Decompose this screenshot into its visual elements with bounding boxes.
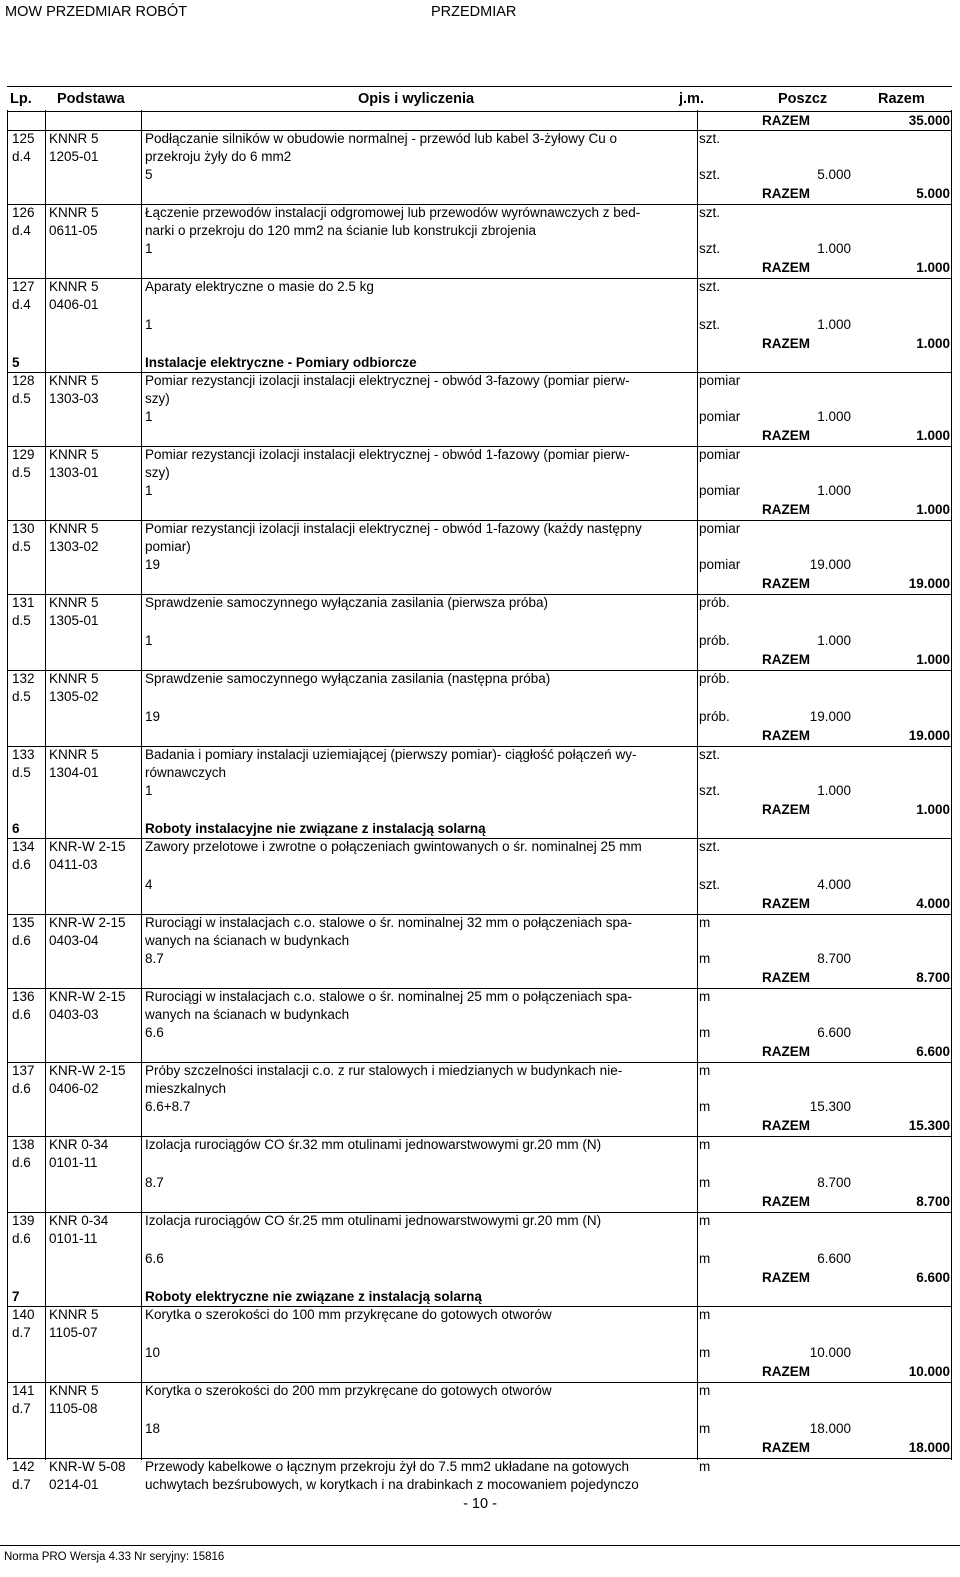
item-lp: 141 xyxy=(12,1383,35,1398)
col-podstawa: Podstawa xyxy=(57,91,125,107)
item-description: Izolacja rurociągów CO śr.25 mm otulinami jednowarstwowymi gr.20 mm (N) xyxy=(145,1213,602,1228)
section-number: 5 xyxy=(12,355,20,370)
razem-label: RAZEM xyxy=(762,1364,810,1379)
item-lp: 125 xyxy=(12,131,35,146)
column-line xyxy=(697,110,698,1460)
item-subtotal: 18.000 xyxy=(809,1421,851,1436)
item-calc-unit: pomiar xyxy=(699,557,741,572)
item-calculation: 6.6 xyxy=(145,1025,164,1040)
item-basis: 1105-08 xyxy=(49,1401,98,1416)
item-unit: m xyxy=(699,989,711,1004)
table-row xyxy=(7,1382,952,1458)
item-description: pomiar) xyxy=(145,539,191,554)
item-calc-unit: m xyxy=(699,1025,711,1040)
item-basis: 0611-05 xyxy=(49,223,98,238)
item-basis: KNNR 5 xyxy=(49,1307,99,1322)
item-lp: d.5 xyxy=(12,539,31,554)
item-subtotal: 1.000 xyxy=(817,783,851,798)
razem-label: RAZEM xyxy=(762,1118,810,1133)
item-calculation: 8.7 xyxy=(145,951,164,966)
table-row xyxy=(7,914,952,988)
item-basis: 1303-02 xyxy=(49,539,99,554)
table-row xyxy=(7,670,952,746)
footer-divider xyxy=(0,1545,960,1546)
item-basis: KNNR 5 xyxy=(49,595,99,610)
item-calculation: 1 xyxy=(145,633,153,648)
item-basis: KNNR 5 xyxy=(49,373,99,388)
item-basis: KNR 0-34 xyxy=(49,1213,109,1228)
item-total: 15.300 xyxy=(908,1118,950,1133)
table-row xyxy=(7,372,952,446)
item-description: Podłączanie silników w obudowie normalnej - przewód lub kabel 3-żyłowy Cu o xyxy=(145,131,617,146)
item-unit: szt. xyxy=(699,205,721,220)
table-row xyxy=(7,746,952,820)
item-description: Izolacja rurociągów CO śr.32 mm otulinami jednowarstwowymi gr.20 mm (N) xyxy=(145,1137,602,1152)
item-basis: KNNR 5 xyxy=(49,279,99,294)
razem-label: RAZEM xyxy=(762,1440,810,1455)
item-subtotal: 19.000 xyxy=(809,557,851,572)
razem-label: RAZEM xyxy=(762,1194,810,1209)
item-basis: 1303-03 xyxy=(49,391,99,406)
item-lp: 126 xyxy=(12,205,35,220)
item-total: 1.000 xyxy=(916,428,950,443)
item-calc-unit: m xyxy=(699,951,711,966)
item-lp: d.5 xyxy=(12,613,31,628)
item-description: przekroju żyły do 6 mm2 xyxy=(145,149,292,164)
item-basis: 0403-03 xyxy=(49,1007,99,1022)
item-basis: KNNR 5 xyxy=(49,671,99,686)
item-subtotal: 10.000 xyxy=(809,1345,851,1360)
item-total: 1.000 xyxy=(916,502,950,517)
cost-estimate-table xyxy=(7,86,952,1494)
item-lp: 135 xyxy=(12,915,35,930)
item-description: Pomiar rezystancji izolacji instalacji elektrycznej - obwód 1-fazowy (każdy następny xyxy=(145,521,642,536)
col-razem: Razem xyxy=(878,91,925,107)
item-calc-unit: prób. xyxy=(699,709,730,724)
item-calculation: 19 xyxy=(145,557,161,572)
item-description: Korytka o szerokości do 100 mm przykręcane do gotowych otworów xyxy=(145,1307,552,1322)
item-calc-unit: m xyxy=(699,1099,711,1114)
item-calculation: 1 xyxy=(145,483,153,498)
item-unit: prób. xyxy=(699,671,730,686)
item-unit: m xyxy=(699,1459,711,1474)
item-calculation: 1 xyxy=(145,409,153,424)
item-lp: d.5 xyxy=(12,765,31,780)
item-calc-unit: szt. xyxy=(699,783,721,798)
table-row xyxy=(7,520,952,594)
item-lp: d.4 xyxy=(12,297,31,312)
item-total: 8.700 xyxy=(916,1194,950,1209)
col-poszcz: Poszcz xyxy=(778,91,828,107)
item-description: Pomiar rezystancji izolacji instalacji elektrycznej - obwód 3-fazowy (pomiar pierw- xyxy=(145,373,630,388)
item-total: 1.000 xyxy=(916,260,950,275)
item-unit: pomiar xyxy=(699,521,741,536)
table-row xyxy=(7,204,952,278)
razem-label: RAZEM xyxy=(762,113,810,128)
document-header-title: PRZEDMIAR xyxy=(431,4,517,20)
item-subtotal: 19.000 xyxy=(809,709,851,724)
item-lp: d.7 xyxy=(12,1477,31,1492)
table-row xyxy=(7,130,952,204)
item-calc-unit: pomiar xyxy=(699,409,741,424)
item-unit: m xyxy=(699,1063,711,1078)
item-basis: KNNR 5 xyxy=(49,447,99,462)
item-total: 6.600 xyxy=(916,1270,950,1285)
item-total: 19.000 xyxy=(908,728,950,743)
item-lp: d.6 xyxy=(12,1231,31,1246)
item-lp: d.5 xyxy=(12,689,31,704)
razem-label: RAZEM xyxy=(762,652,810,667)
column-line xyxy=(141,110,142,1460)
table-header xyxy=(7,86,952,112)
item-calculation: 6.6 xyxy=(145,1251,164,1266)
page-number: - 10 - xyxy=(463,1496,497,1512)
item-basis: KNNR 5 xyxy=(49,521,99,536)
item-calculation: 4 xyxy=(145,877,153,892)
col-lp: Lp. xyxy=(10,91,32,107)
razem-label: RAZEM xyxy=(762,502,810,517)
item-lp: d.6 xyxy=(12,1007,31,1022)
item-basis: 1304-01 xyxy=(49,765,99,780)
item-unit: m xyxy=(699,1213,711,1228)
item-calc-unit: m xyxy=(699,1251,711,1266)
item-unit: m xyxy=(699,1307,711,1322)
item-total: 10.000 xyxy=(908,1364,950,1379)
table-row xyxy=(7,278,952,354)
item-description: Rurociągi w instalacjach c.o. stalowe o śr. nominalnej 32 mm o połączeniach spa- xyxy=(145,915,632,930)
item-basis: 0406-02 xyxy=(49,1081,99,1096)
item-description: Rurociągi w instalacjach c.o. stalowe o śr. nominalnej 25 mm o połączeniach spa- xyxy=(145,989,632,1004)
item-calc-unit: szt. xyxy=(699,317,721,332)
item-lp: d.6 xyxy=(12,933,31,948)
item-lp: 127 xyxy=(12,279,35,294)
item-unit: m xyxy=(699,915,711,930)
table-row xyxy=(7,1458,952,1494)
razem-value: 35.000 xyxy=(908,113,950,128)
item-unit: szt. xyxy=(699,279,721,294)
column-line xyxy=(951,110,952,1460)
item-lp: 136 xyxy=(12,989,35,1004)
item-subtotal: 6.600 xyxy=(817,1025,851,1040)
item-total: 5.000 xyxy=(916,186,950,201)
item-description: szy) xyxy=(145,391,170,406)
item-basis: KNR-W 2-15 xyxy=(49,839,126,854)
item-calculation: 1 xyxy=(145,317,153,332)
item-calc-unit: szt. xyxy=(699,241,721,256)
item-unit: m xyxy=(699,1137,711,1152)
item-calc-unit: m xyxy=(699,1345,711,1360)
section-number: 7 xyxy=(12,1289,20,1304)
item-unit: szt. xyxy=(699,131,721,146)
item-description: Sprawdzenie samoczynnego wyłączania zasilania (następna próba) xyxy=(145,671,551,686)
table-row xyxy=(7,1306,952,1382)
software-note: Norma PRO Wersja 4.33 Nr seryjny: 15816 xyxy=(4,1551,225,1563)
item-calculation: 1 xyxy=(145,783,153,798)
item-lp: d.7 xyxy=(12,1401,31,1416)
item-lp: d.6 xyxy=(12,857,31,872)
item-unit: prób. xyxy=(699,595,730,610)
item-subtotal: 15.300 xyxy=(809,1099,851,1114)
table-row xyxy=(7,838,952,914)
item-lp: 138 xyxy=(12,1137,35,1152)
column-line xyxy=(45,110,46,1460)
razem-label: RAZEM xyxy=(762,186,810,201)
item-unit: pomiar xyxy=(699,447,741,462)
item-description: Korytka o szerokości do 200 mm przykręcane do gotowych otworów xyxy=(145,1383,552,1398)
item-description: Pomiar rezystancji izolacji instalacji elektrycznej - obwód 1-fazowy (pomiar pierw- xyxy=(145,447,630,462)
item-calculation: 5 xyxy=(145,167,153,182)
item-description: Zawory przelotowe i zwrotne o połączeniach gwintowanych o śr. nominalnej 25 mm xyxy=(145,839,642,854)
item-lp: 137 xyxy=(12,1063,35,1078)
item-description: Badania i pomiary instalacji uziemiającej (pierwszy pomiar)- ciągłość połączeń wy- xyxy=(145,747,637,762)
item-subtotal: 8.700 xyxy=(817,951,851,966)
item-calculation: 8.7 xyxy=(145,1175,164,1190)
item-basis: KNNR 5 xyxy=(49,205,99,220)
item-basis: 1305-02 xyxy=(49,689,99,704)
item-lp: d.5 xyxy=(12,465,31,480)
item-basis: KNR-W 5-08 xyxy=(49,1459,126,1474)
item-basis: 1305-01 xyxy=(49,613,99,628)
item-lp: 128 xyxy=(12,373,35,388)
item-basis: KNR 0-34 xyxy=(49,1137,109,1152)
item-subtotal: 8.700 xyxy=(817,1175,851,1190)
table-row xyxy=(7,594,952,670)
table-row xyxy=(7,446,952,520)
table-row xyxy=(7,1062,952,1136)
item-lp: d.6 xyxy=(12,1081,31,1096)
item-subtotal: 1.000 xyxy=(817,409,851,424)
item-description: szy) xyxy=(145,465,170,480)
item-unit: pomiar xyxy=(699,373,741,388)
item-lp: 130 xyxy=(12,521,35,536)
item-description: równawczych xyxy=(145,765,227,780)
item-basis: 0411-03 xyxy=(49,857,98,872)
item-total: 19.000 xyxy=(908,576,950,591)
item-subtotal: 1.000 xyxy=(817,317,851,332)
item-lp: d.5 xyxy=(12,391,31,406)
item-subtotal: 1.000 xyxy=(817,633,851,648)
section-row xyxy=(7,354,952,372)
item-unit: m xyxy=(699,1383,711,1398)
item-total: 1.000 xyxy=(916,652,950,667)
item-calculation: 6.6+8.7 xyxy=(145,1099,191,1114)
item-lp: d.4 xyxy=(12,223,31,238)
item-basis: 1303-01 xyxy=(49,465,99,480)
item-subtotal: 4.000 xyxy=(817,877,851,892)
item-lp: 140 xyxy=(12,1307,35,1322)
razem-label: RAZEM xyxy=(762,802,810,817)
razem-label: RAZEM xyxy=(762,428,810,443)
item-total: 4.000 xyxy=(916,896,950,911)
razem-label: RAZEM xyxy=(762,728,810,743)
document-header-left: MOW PRZEDMIAR ROBÓT xyxy=(5,4,188,20)
item-basis: KNR-W 2-15 xyxy=(49,989,126,1004)
item-subtotal: 1.000 xyxy=(817,483,851,498)
razem-label: RAZEM xyxy=(762,576,810,591)
item-total: 6.600 xyxy=(916,1044,950,1059)
item-subtotal: 6.600 xyxy=(817,1251,851,1266)
item-basis: KNNR 5 xyxy=(49,1383,99,1398)
item-basis: KNR-W 2-15 xyxy=(49,915,126,930)
section-row xyxy=(7,820,952,838)
table-row xyxy=(7,1136,952,1212)
section-title: Roboty elektryczne nie związane z instalacją solarną xyxy=(145,1289,482,1304)
section-number: 6 xyxy=(12,821,20,836)
item-description: uchwytach bezśrubowych, w korytkach i na drabinkach z mocowaniem pojedynczo xyxy=(145,1477,639,1492)
item-calculation: 1 xyxy=(145,241,153,256)
item-calc-unit: szt. xyxy=(699,167,721,182)
item-basis: KNNR 5 xyxy=(49,747,99,762)
section-title: Instalacje elektryczne - Pomiary odbiorcze xyxy=(145,355,417,370)
item-subtotal: 1.000 xyxy=(817,241,851,256)
item-calc-unit: pomiar xyxy=(699,483,741,498)
item-subtotal: 5.000 xyxy=(817,167,851,182)
item-total: 8.700 xyxy=(916,970,950,985)
item-lp: 132 xyxy=(12,671,35,686)
table-row xyxy=(7,1212,952,1288)
item-total: 18.000 xyxy=(908,1440,950,1455)
item-unit: szt. xyxy=(699,747,721,762)
item-total: 1.000 xyxy=(916,336,950,351)
item-basis: 0101-11 xyxy=(49,1155,98,1170)
item-basis: 0214-01 xyxy=(49,1477,99,1492)
item-lp: 131 xyxy=(12,595,35,610)
item-calculation: 18 xyxy=(145,1421,161,1436)
item-lp: d.6 xyxy=(12,1155,31,1170)
item-lp: 133 xyxy=(12,747,35,762)
item-calc-unit: m xyxy=(699,1421,711,1436)
column-line xyxy=(7,110,8,1460)
item-calculation: 19 xyxy=(145,709,161,724)
razem-label: RAZEM xyxy=(762,260,810,275)
razem-label: RAZEM xyxy=(762,1044,810,1059)
item-calc-unit: prób. xyxy=(699,633,730,648)
col-jm: j.m. xyxy=(679,91,704,107)
razem-label: RAZEM xyxy=(762,970,810,985)
item-lp: 142 xyxy=(12,1459,35,1474)
item-description: narki o przekroju do 120 mm2 na ścianie lub konstrukcji zbrojenia xyxy=(145,223,536,238)
item-basis: 0101-11 xyxy=(49,1231,98,1246)
item-calculation: 10 xyxy=(145,1345,161,1360)
item-unit: szt. xyxy=(699,839,721,854)
item-lp: d.7 xyxy=(12,1325,31,1340)
item-basis: 0406-01 xyxy=(49,297,99,312)
item-description: Łączenie przewodów instalacji odgromowej lub przewodów wyrównawczych z bed- xyxy=(145,205,641,220)
item-basis: KNNR 5 xyxy=(49,131,99,146)
item-calc-unit: m xyxy=(699,1175,711,1190)
item-description: Próby szczelności instalacji c.o. z rur stalowych i miedzianych w budynkach nie- xyxy=(145,1063,623,1078)
item-basis: 1205-01 xyxy=(49,149,99,164)
razem-label: RAZEM xyxy=(762,1270,810,1285)
item-description: Przewody kabelkowe o łącznym przekroju żył do 7.5 mm2 układane na gotowych xyxy=(145,1459,629,1474)
item-total: 1.000 xyxy=(916,802,950,817)
razem-label: RAZEM xyxy=(762,896,810,911)
item-description: mieszkalnych xyxy=(145,1081,227,1096)
col-opis: Opis i wyliczenia xyxy=(358,91,475,107)
item-description: Sprawdzenie samoczynnego wyłączania zasilania (pierwsza próba) xyxy=(145,595,548,610)
item-lp: 129 xyxy=(12,447,35,462)
top-razem-row xyxy=(7,112,952,130)
item-lp: 139 xyxy=(12,1213,35,1228)
razem-label: RAZEM xyxy=(762,336,810,351)
item-lp: 134 xyxy=(12,839,35,854)
item-lp: d.4 xyxy=(12,149,31,164)
item-description: wanych na ścianach w budynkach xyxy=(145,1007,350,1022)
item-basis: KNR-W 2-15 xyxy=(49,1063,126,1078)
item-calc-unit: szt. xyxy=(699,877,721,892)
item-description: Aparaty elektryczne o masie do 2.5 kg xyxy=(145,279,374,294)
section-row xyxy=(7,1288,952,1306)
item-description: wanych na ścianach w budynkach xyxy=(145,933,350,948)
item-basis: 1105-07 xyxy=(49,1325,98,1340)
table-row xyxy=(7,988,952,1062)
item-basis: 0403-04 xyxy=(49,933,99,948)
section-title: Roboty instalacyjne nie związane z instalacją solarną xyxy=(145,821,486,836)
